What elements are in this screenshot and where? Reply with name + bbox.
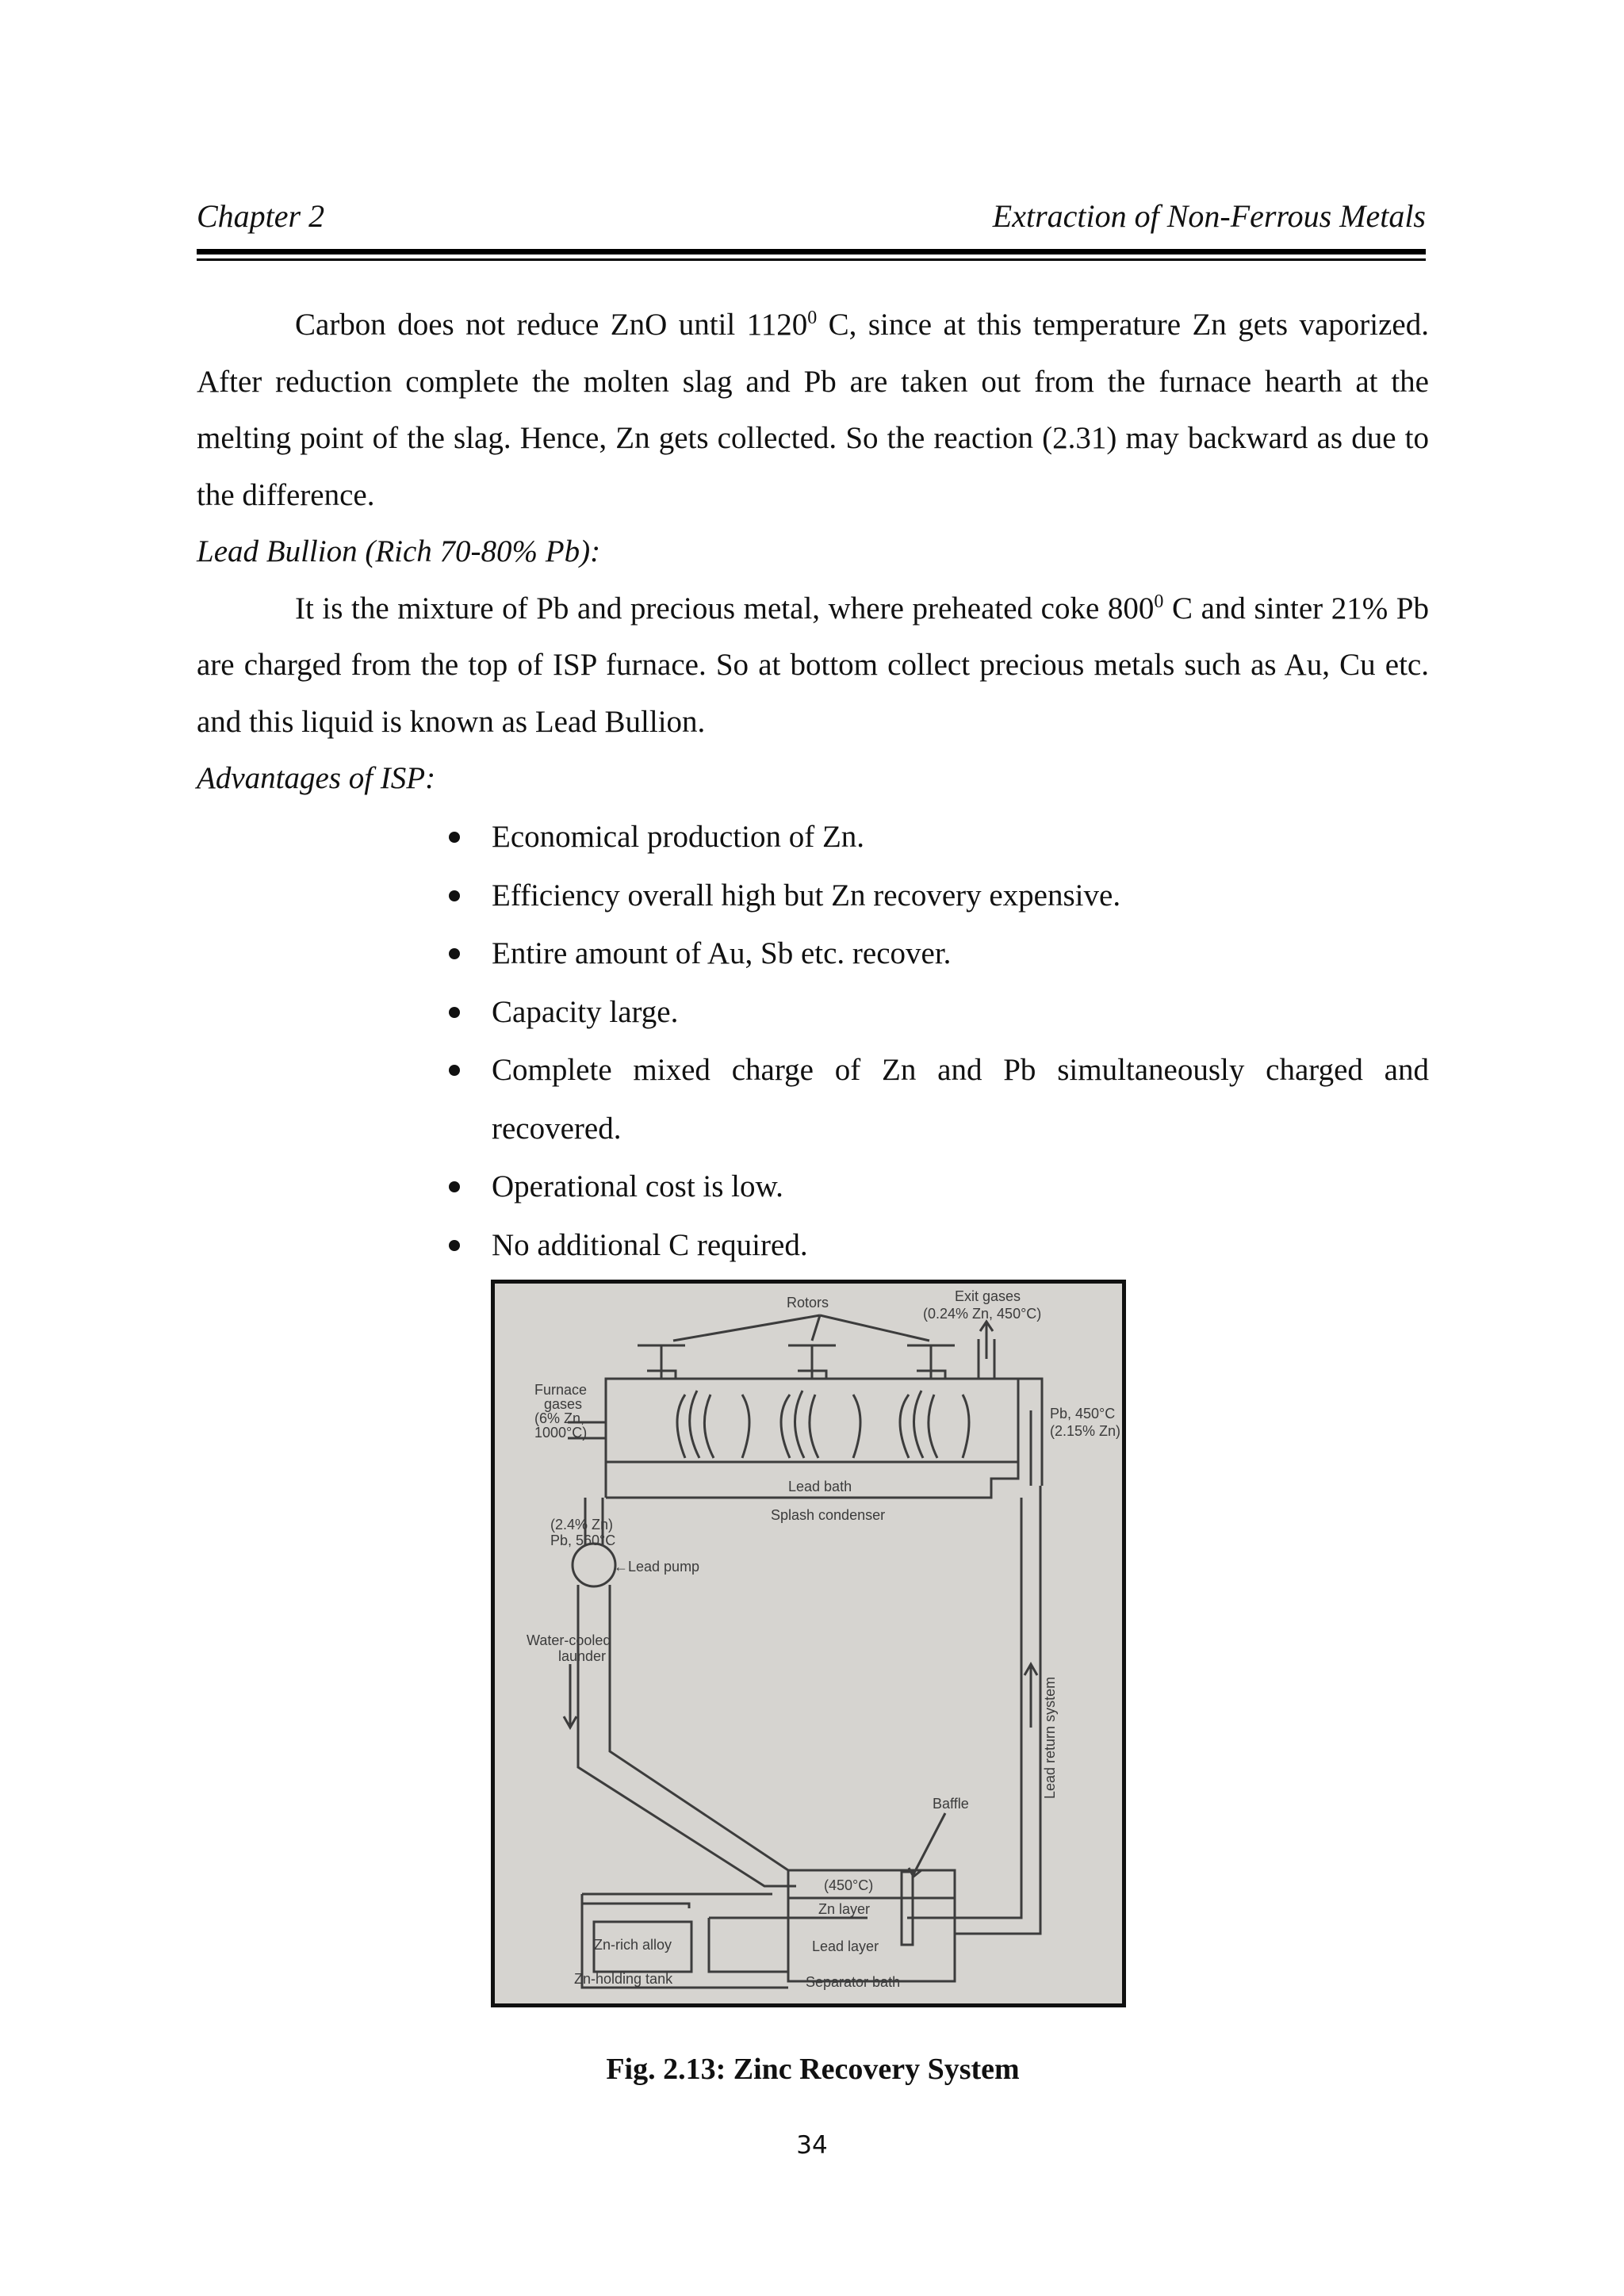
label-pb-out: Pb, 450°C	[1050, 1406, 1116, 1422]
bullet-icon	[449, 1007, 460, 1018]
chapter-label: Chapter 2	[197, 198, 325, 234]
paragraph-carbon-reduction: Carbon does not reduce ZnO until 1120$^0$ C, since at this temperature Zn gets vaporized. After reduction complete the molten slag and Pb are taken out from the furnace hearth at the melting point of the slag. Hence, Zn gets collected. So the reaction (2.31) may backward as due to the difference.	[197, 308, 1429, 512]
header-rule-thin	[197, 258, 1426, 261]
label-launder: launder	[558, 1648, 607, 1664]
label-zn-rich-alloy: Zn-rich alloy	[594, 1937, 672, 1953]
label-rotors: Rotors	[787, 1295, 829, 1311]
bullet-icon	[449, 948, 460, 959]
list-item: Entire amount of Au, Sb etc. recover.	[444, 924, 1429, 983]
list-item: Economical production of Zn.	[444, 808, 1429, 867]
chapter-title: Extraction of Non-Ferrous Metals	[992, 198, 1426, 234]
label-lead-return-system: Lead return system	[1042, 1676, 1058, 1799]
label-separator-temperature: (450°C)	[824, 1877, 874, 1893]
label-baffle: Baffle	[933, 1796, 969, 1812]
bullet-icon	[449, 1240, 460, 1251]
label-pb-out-composition: (2.15% Zn)	[1050, 1423, 1121, 1439]
label-furnace-gases: gases	[544, 1396, 583, 1412]
label-separator-bath: Separator bath	[806, 1974, 901, 1990]
list-item: No additional C required.	[444, 1216, 1429, 1275]
heading-advantages: Advantages of ISP:	[197, 761, 436, 795]
heading-lead-bullion: Lead Bullion (Rich 70-80% Pb):	[197, 534, 601, 568]
label-splash-condenser: Splash condenser	[771, 1507, 886, 1523]
label-exit-gases: Exit gases	[955, 1288, 1021, 1304]
paragraph-lead-bullion: It is the mixture of Pb and precious metal, where preheated coke $800^0$ C and sinter 21% Pb are charged from the top of ISP furnace. So at bottom collect precious metals such as Au, Cu etc. and this liquid is known as Lead Bullion.	[197, 591, 1429, 739]
label-water-cooled: Water-cooled	[527, 1632, 611, 1648]
label-furnace-composition: (6% Zn,	[534, 1410, 585, 1426]
label-exit-gases-composition: (0.24% Zn, 450°C)	[923, 1306, 1042, 1322]
zinc-recovery-diagram	[495, 1284, 1122, 2003]
advantages-list	[444, 808, 1429, 1274]
label-zn-holding-tank: Zn-holding tank	[574, 1971, 673, 1987]
label-zn-layer: Zn layer	[818, 1901, 871, 1917]
label-furnace: Furnace	[534, 1382, 588, 1398]
figure-caption: Fig. 2.13: Zinc Recovery System	[606, 2053, 1020, 2086]
page-number: 34	[796, 2131, 828, 2160]
list-item: Operational cost is low.	[444, 1158, 1429, 1216]
label-lead-pump: ←Lead pump	[614, 1559, 700, 1575]
label-lead-bath: Lead bath	[788, 1479, 852, 1494]
label-furnace-temperature: 1000°C)	[534, 1425, 588, 1441]
bullet-icon	[449, 832, 460, 843]
list-item: Complete mixed charge of Zn and Pb simultaneously charged and recovered.	[444, 1041, 1429, 1158]
list-item: Capacity large.	[444, 983, 1429, 1042]
running-header	[197, 197, 1426, 236]
label-pb-in-composition: (2.4% Zn)	[550, 1517, 614, 1533]
bullet-icon	[449, 890, 460, 901]
body-text-block	[197, 297, 1429, 807]
bullet-icon	[449, 1181, 460, 1192]
list-item: Efficiency overall high but Zn recovery expensive.	[444, 867, 1429, 925]
label-lead-layer: Lead layer	[812, 1938, 879, 1954]
header-rule-thick	[197, 249, 1426, 254]
bullet-icon	[449, 1065, 460, 1076]
label-pb-in: Pb, 560°C	[550, 1533, 616, 1548]
zinc-recovery-figure	[491, 1280, 1126, 2007]
